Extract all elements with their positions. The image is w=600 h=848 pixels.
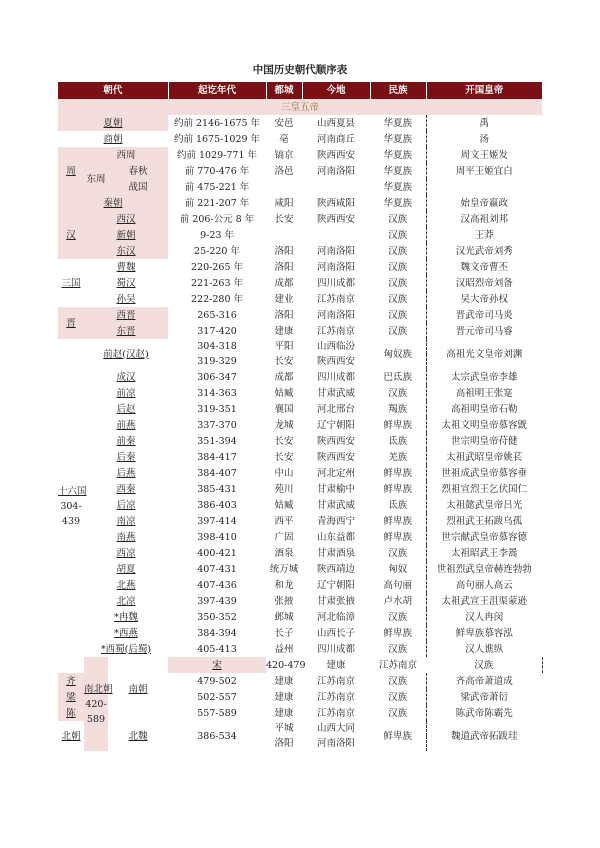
ethnic: 氐族 <box>388 499 408 511</box>
place: 江苏南京 <box>317 325 356 337</box>
group-beichao[interactable]: 北朝 <box>61 730 81 742</box>
ethnic: 华夏族 <box>383 197 413 209</box>
capital: 邺城 <box>274 611 294 623</box>
ethnic: 华夏族 <box>383 181 413 193</box>
table-row <box>58 211 542 227</box>
dynasty-name: 春秋 <box>108 163 168 179</box>
founder: 太祖文明皇帝慕容皝 <box>426 417 542 433</box>
table-row <box>58 227 542 243</box>
founder: 汤 <box>426 131 542 147</box>
table-row <box>58 291 542 307</box>
place: 河南洛阳 <box>317 738 356 749</box>
table-row <box>58 401 542 417</box>
place: 甘肃酒泉 <box>317 547 356 559</box>
capital: 中山 <box>274 467 294 479</box>
ethnic: 巴氐族 <box>383 371 413 383</box>
capital: 洛邑 <box>274 165 294 177</box>
table-row <box>58 625 542 641</box>
founder: 梁武帝萧衍 <box>426 689 542 705</box>
header-dynasty: 朝代 <box>58 82 168 99</box>
place: 陕西西安 <box>317 213 356 225</box>
ethnic: 华夏族 <box>383 117 413 129</box>
place: 河南商丘 <box>317 133 356 145</box>
table-row <box>58 323 542 339</box>
capital <box>266 227 302 243</box>
table-row <box>58 369 542 385</box>
place: 河南洛阳 <box>317 309 356 321</box>
ethnic: 汉族 <box>388 675 408 687</box>
founder: 高句丽人高云 <box>426 577 542 593</box>
group-nanbeichao <box>84 657 113 751</box>
dynasty-name[interactable]: 陈 <box>58 705 84 721</box>
group-nanchao[interactable]: 南朝 <box>128 683 148 695</box>
group-zhou[interactable]: 周 <box>58 147 84 195</box>
years: 221-263 年 <box>191 277 244 289</box>
place: 山西临汾 <box>317 341 356 352</box>
place: 甘肃武威 <box>317 499 356 511</box>
ethnic: 汉族 <box>388 213 408 225</box>
dynasty-name[interactable]: 前赵(汉赵) <box>103 348 149 360</box>
dynasty-name[interactable]: 秦朝 <box>58 195 168 211</box>
dynasty-name[interactable]: 齐 <box>58 673 84 689</box>
ethnic: 鲜卑族 <box>383 627 413 639</box>
capital: 长安 <box>274 435 294 447</box>
era-label: 三皇五帝 <box>58 99 542 115</box>
place: 江苏南京 <box>317 293 356 305</box>
group-years-start: 420- <box>85 698 107 710</box>
place: 江苏南京 <box>379 659 418 671</box>
years: 约前 1029-771 年 <box>176 149 258 161</box>
founder: 汉昭烈帝刘备 <box>426 275 542 291</box>
dynasty-name[interactable]: 前凉 <box>116 387 136 399</box>
capital: 成都 <box>274 277 294 289</box>
founder: 齐高帝萧道成 <box>426 673 542 689</box>
years: 约前 1675-1029 年 <box>173 133 261 145</box>
years: 397-439 <box>197 595 237 607</box>
table-row <box>58 449 542 465</box>
ethnic: 汉族 <box>388 229 408 241</box>
years: 384-407 <box>197 467 237 479</box>
ethnic: 华夏族 <box>383 149 413 161</box>
capital: 姑臧 <box>274 499 294 511</box>
dynasty-name[interactable]: 东晋 <box>84 323 168 339</box>
dynasty-name[interactable]: 胡夏 <box>116 563 136 575</box>
table-row <box>58 147 542 163</box>
founder: 世祖成武皇帝慕容垂 <box>426 465 542 481</box>
ethnic: 羌族 <box>388 451 408 463</box>
table-row <box>58 529 542 545</box>
ethnic: 鲜卑族 <box>383 467 413 479</box>
founder: 禹 <box>426 115 542 131</box>
founder: 太祖武宣王沮渠蒙逊 <box>426 593 542 609</box>
capital: 襄国 <box>274 403 294 415</box>
table-row <box>58 641 542 657</box>
place: 辽宁朝阳 <box>317 579 356 591</box>
era-row <box>58 99 542 115</box>
ethnic: 华夏族 <box>383 133 413 145</box>
capital: 长安 <box>274 451 294 463</box>
place: 江苏南京 <box>317 675 356 687</box>
ethnic: 汉族 <box>388 245 408 257</box>
page-title: 中国历史朝代顺序表 <box>252 64 348 76</box>
founder: 魏文帝曹丕 <box>426 259 542 275</box>
capital: 建康 <box>274 707 294 719</box>
group-shiliuguo <box>58 339 87 673</box>
place: 山东益都 <box>317 531 356 543</box>
founder: 王莽 <box>426 227 542 243</box>
dynasty-name[interactable]: 后秦 <box>116 451 136 463</box>
table-row <box>58 593 542 609</box>
table-row <box>58 131 542 147</box>
years: 386-403 <box>197 499 237 511</box>
ethnic: 汉族 <box>388 707 408 719</box>
header-years: 起讫年代 <box>168 82 266 99</box>
header-ethnic: 民族 <box>370 82 426 99</box>
table-row <box>58 577 542 593</box>
place: 辽宁朝阳 <box>317 419 356 431</box>
place: 河北定州 <box>317 467 356 479</box>
ethnic: 匈奴 <box>388 563 408 575</box>
capital: 长子 <box>274 627 294 639</box>
founder: 太祖武昭皇帝姚苌 <box>426 449 542 465</box>
table-row <box>58 513 542 529</box>
header-founder: 开国皇帝 <box>426 82 542 99</box>
dynasty-name[interactable]: 北燕 <box>116 579 136 591</box>
founder: 太宗武皇帝李雄 <box>426 369 542 385</box>
founder: 魏道武帝拓跋珪 <box>426 721 542 751</box>
years: 405-413 <box>197 643 237 655</box>
capital: 和龙 <box>274 579 294 591</box>
years: 351-394 <box>197 435 237 447</box>
ethnic: 高句丽 <box>383 579 413 591</box>
group-jin[interactable]: 晋 <box>58 307 84 339</box>
capital: 镐京 <box>274 149 294 161</box>
capital: 平城 <box>274 723 294 734</box>
capital: 龙城 <box>274 419 294 431</box>
ethnic: 氐族 <box>388 435 408 447</box>
capital: 张掖 <box>274 595 294 607</box>
founder: 晋武帝司马炎 <box>426 307 542 323</box>
dynasty-name[interactable]: 前秦 <box>116 435 136 447</box>
years: 306-347 <box>197 371 237 383</box>
dynasty-name[interactable]: 梁 <box>58 689 84 705</box>
dynasty-name[interactable]: 北魏 <box>128 730 148 742</box>
place: 山西大同 <box>317 723 356 734</box>
founder: 高祖明王张寔 <box>426 385 542 401</box>
dynasty-name[interactable]: 商朝 <box>103 133 123 145</box>
founder <box>426 179 542 195</box>
dynasty-name[interactable]: 西秦 <box>116 483 136 495</box>
group-years-end: 439 <box>61 515 81 527</box>
capital: 建康 <box>274 325 294 337</box>
place: 四川成都 <box>317 277 356 289</box>
table-row <box>58 243 542 259</box>
years: 407-436 <box>197 579 237 591</box>
years: 9-23 年 <box>200 229 234 241</box>
years: 25-220 年 <box>194 245 240 257</box>
founder: 世宗明皇帝苻健 <box>426 433 542 449</box>
capital <box>266 179 302 195</box>
years: 386-534 <box>197 730 237 742</box>
capital: 成都 <box>274 371 294 383</box>
founder: 高祖光文皇帝刘渊 <box>426 339 542 369</box>
founder: 太祖昭武王李暠 <box>426 545 542 561</box>
years: 350-352 <box>197 611 237 623</box>
ethnic: 汉族 <box>474 659 494 671</box>
years: 398-410 <box>197 531 237 543</box>
group-label[interactable]: 南北朝 <box>84 683 113 695</box>
ethnic: 鲜卑族 <box>383 515 413 527</box>
table-row <box>58 163 542 179</box>
founder: 周文王姬发 <box>426 147 542 163</box>
years: 前 475-221 年 <box>184 181 250 193</box>
dynasty-name[interactable]: 南燕 <box>116 531 136 543</box>
capital: 长安 <box>274 356 294 367</box>
years: 479-502 <box>197 675 237 687</box>
capital: 建康 <box>326 659 346 671</box>
table-row <box>58 481 542 497</box>
capital: 洛阳 <box>274 245 294 257</box>
dynasty-name[interactable]: 西晋 <box>84 307 168 323</box>
capital: 洛阳 <box>274 261 294 273</box>
capital: 建康 <box>274 675 294 687</box>
years: 222-280 年 <box>191 293 244 305</box>
capital: 西平 <box>274 515 294 527</box>
years: 前 221-207 年 <box>184 197 250 209</box>
table-row <box>58 195 542 211</box>
place: 四川成都 <box>317 371 356 383</box>
capital: 亳 <box>279 133 289 145</box>
years: 420-479 <box>266 659 306 671</box>
dynasty-name[interactable]: 后燕 <box>116 467 136 479</box>
place: 河南洛阳 <box>317 261 356 273</box>
capital: 咸阳 <box>274 197 294 209</box>
ethnic: 鲜卑族 <box>383 419 413 431</box>
table-row <box>58 115 542 131</box>
years: 314-363 <box>197 387 237 399</box>
dynasty-name[interactable]: 蜀汉 <box>116 277 136 289</box>
table-row <box>58 385 542 401</box>
ethnic: 汉族 <box>388 261 408 273</box>
ethnic: 汉族 <box>388 547 408 559</box>
place: 陕西西安 <box>317 356 356 367</box>
years: 400-421 <box>197 547 237 559</box>
years: 557-589 <box>197 707 237 719</box>
place: 河南洛阳 <box>317 245 356 257</box>
table-row <box>58 259 542 275</box>
ethnic: 汉族 <box>388 387 408 399</box>
group-han[interactable]: 汉 <box>58 211 84 259</box>
years: 304-318 <box>197 341 237 352</box>
founder: 世祖烈武皇帝赫连勃勃 <box>426 561 542 577</box>
ethnic: 汉族 <box>388 277 408 289</box>
years: 385-431 <box>197 483 237 495</box>
dynasty-name[interactable]: 曹魏 <box>116 261 136 273</box>
capital: 益州 <box>274 643 294 655</box>
table-row <box>58 179 542 195</box>
dynasty-name[interactable]: 宋 <box>168 657 266 673</box>
header-place: 今地 <box>302 82 370 99</box>
founder: 始皇帝嬴政 <box>426 195 542 211</box>
table-row <box>58 339 542 354</box>
place: 陕西西安 <box>317 435 356 447</box>
capital: 安邑 <box>274 117 294 129</box>
years: 220-265 年 <box>191 261 244 273</box>
dynasty-name[interactable]: 夏朝 <box>58 115 168 131</box>
place: 青海西宁 <box>317 515 356 527</box>
table-row <box>58 657 542 673</box>
ethnic: 华夏族 <box>383 165 413 177</box>
dynasty-name[interactable]: 东汉 <box>84 243 168 259</box>
ethnic: 匈奴族 <box>383 348 413 360</box>
founder: 烈祖宣烈王乞伏国仁 <box>426 481 542 497</box>
years: 前 206-公元 8 年 <box>179 213 255 225</box>
years: 317-420 <box>197 325 237 337</box>
capital: 平阳 <box>274 341 294 352</box>
dynasty-table <box>58 82 542 751</box>
founder: 晋元帝司马睿 <box>426 323 542 339</box>
table-row <box>58 561 542 577</box>
founder: 周平王姬宜白 <box>426 163 542 179</box>
place: 陕西咸阳 <box>317 197 356 209</box>
header-capital: 都城 <box>266 82 302 99</box>
founder: 汉光武帝刘秀 <box>426 243 542 259</box>
place: 河北邢台 <box>317 403 356 415</box>
founder: 汉高祖刘邦 <box>426 211 542 227</box>
dynasty-name[interactable]: 后赵 <box>116 403 136 415</box>
years: 319-351 <box>197 403 237 415</box>
place: 山西夏县 <box>317 117 356 129</box>
place <box>302 227 370 243</box>
table-row <box>58 275 542 291</box>
ethnic: 汉族 <box>388 611 408 623</box>
capital: 建业 <box>274 293 294 305</box>
place: 河南洛阳 <box>317 165 356 177</box>
founder: 鲜卑族慕容泓 <box>426 625 542 641</box>
capital: 统万城 <box>269 563 299 575</box>
table-row <box>58 497 542 513</box>
years: 384-394 <box>197 627 237 639</box>
ethnic: 卢水胡 <box>383 595 413 607</box>
ethnic: 汉族 <box>388 691 408 703</box>
founder: 陈武帝陈霸先 <box>426 705 542 721</box>
dynasty-name[interactable]: 前燕 <box>116 419 136 431</box>
dynasty-name[interactable]: 西凉 <box>116 547 136 559</box>
place: 甘肃榆中 <box>317 483 356 495</box>
founder: 汉人冉闵 <box>426 609 542 625</box>
years: 265-316 <box>197 309 237 321</box>
founder: 高祖明皇帝石勒 <box>426 401 542 417</box>
capital: 姑臧 <box>274 387 294 399</box>
ethnic: 鲜卑族 <box>383 483 413 495</box>
ethnic: 汉族 <box>388 325 408 337</box>
ethnic: 鲜卑族 <box>383 531 413 543</box>
years: 前 770-476 年 <box>184 165 250 177</box>
group-years-start: 304- <box>60 500 82 512</box>
table-row <box>58 433 542 449</box>
place: 河北临漳 <box>317 611 356 623</box>
capital: 长安 <box>274 213 294 225</box>
dynasty-name[interactable]: 新朝 <box>84 227 168 243</box>
capital: 建康 <box>274 691 294 703</box>
table-row <box>58 307 542 323</box>
group-label[interactable]: 十六国 <box>58 485 87 497</box>
years: 384-417 <box>197 451 237 463</box>
founder: 汉人谯纵 <box>426 641 542 657</box>
dynasty-name[interactable]: 成汉 <box>116 371 136 383</box>
dynasty-name[interactable]: *西燕 <box>114 627 138 639</box>
group-years-end: 589 <box>86 713 106 725</box>
ethnic: 汉族 <box>388 643 408 655</box>
ethnic: 鲜卑族 <box>383 730 413 742</box>
capital: 苑川 <box>274 483 294 495</box>
table-row <box>58 721 542 736</box>
dynasty-name[interactable]: 北凉 <box>116 595 136 607</box>
group-sanguo[interactable]: 三国 <box>61 277 81 289</box>
dynasty-name[interactable]: *冉魏 <box>114 611 138 623</box>
years: 397-414 <box>197 515 237 527</box>
founder: 世宗献武皇帝慕容德 <box>426 529 542 545</box>
table-row <box>58 545 542 561</box>
capital: 洛阳 <box>274 309 294 321</box>
ethnic: 羯族 <box>388 403 408 415</box>
founder: 吴大帝孙权 <box>426 291 542 307</box>
years: 319-329 <box>197 356 237 367</box>
years: 407-431 <box>197 563 237 575</box>
capital: 洛阳 <box>274 738 294 749</box>
dynasty-name[interactable]: 南凉 <box>116 515 136 527</box>
place: 江苏南京 <box>317 691 356 703</box>
years: 约前 2146-1675 年 <box>173 117 261 129</box>
place: 江苏南京 <box>317 707 356 719</box>
years: 502-557 <box>197 691 237 703</box>
dynasty-name[interactable]: *西蜀(后蜀) <box>100 643 152 655</box>
table-row <box>58 465 542 481</box>
place <box>302 179 370 195</box>
table-header <box>58 82 542 99</box>
ethnic: 汉族 <box>388 293 408 305</box>
dynasty-name: 战国 <box>108 179 168 195</box>
capital: 酒泉 <box>274 547 294 559</box>
table-row <box>58 609 542 625</box>
table-row <box>58 417 542 433</box>
ethnic: 汉族 <box>388 309 408 321</box>
dynasty-name[interactable]: 西汉 <box>84 211 168 227</box>
place: 甘肃武威 <box>317 387 356 399</box>
founder: 太祖懿武皇帝吕光 <box>426 497 542 513</box>
place: 陕西西安 <box>317 451 356 463</box>
place: 甘肃张掖 <box>317 595 356 607</box>
capital: 广固 <box>274 531 294 543</box>
group-dongzhou: 东周 <box>84 163 108 195</box>
place: 四川成都 <box>317 643 356 655</box>
years: 337-370 <box>197 419 237 431</box>
place: 陕西靖边 <box>317 563 356 575</box>
place: 陕西西安 <box>317 149 356 161</box>
place: 山西长子 <box>317 627 356 639</box>
founder: 烈祖武王拓跋乌孤 <box>426 513 542 529</box>
dynasty-name: 西周 <box>84 147 168 163</box>
dynasty-name[interactable]: 孙吴 <box>116 293 136 305</box>
dynasty-name[interactable]: 后凉 <box>116 499 136 511</box>
